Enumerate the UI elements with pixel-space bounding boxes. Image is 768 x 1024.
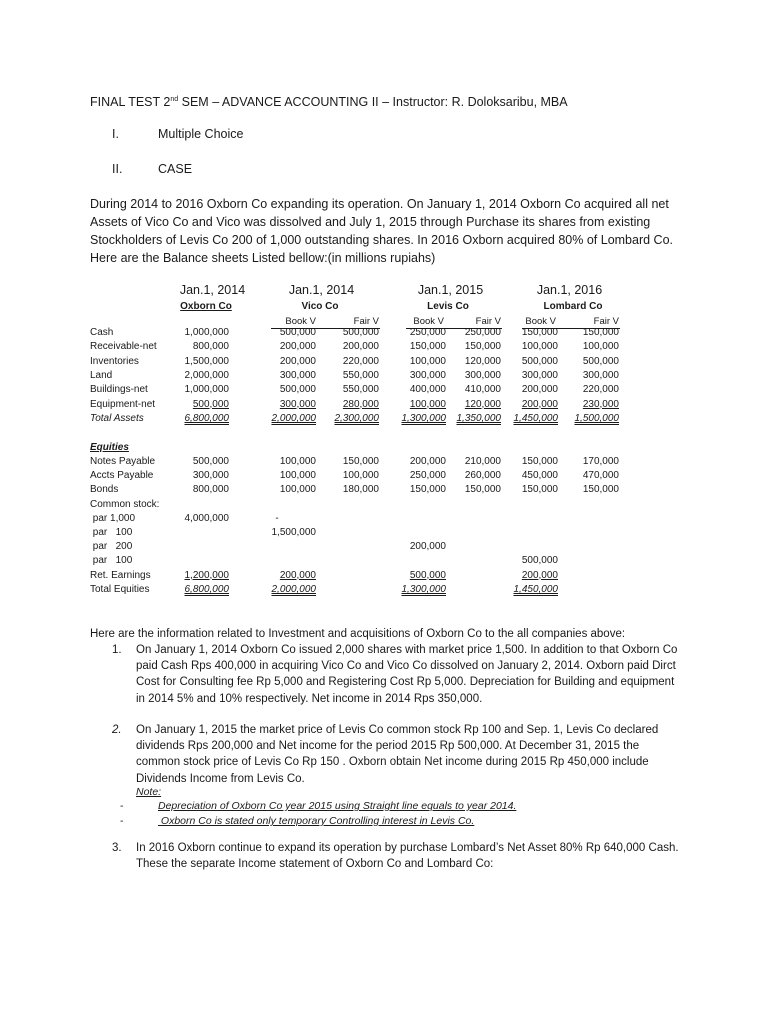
cell-value: 550,000 [342,384,379,396]
cell-value: 180,000 [342,484,379,496]
cell-value: 100,000 [409,355,446,367]
cell-value: 280,000 [342,398,379,410]
cell-value: 6,800,000 [184,412,229,424]
cell-value: 100,000 [582,341,619,353]
cell-value: 200,000 [521,398,558,410]
cell-value: 300,000 [279,369,316,381]
cell-value: 150,000 [582,484,619,496]
cell-value: 500,000 [279,327,316,338]
cell-value: 1,450,000 [513,583,558,595]
cell-value: 200,000 [521,569,558,581]
cell-value: 100,000 [409,398,446,410]
cell-value: 150,000 [464,484,501,496]
cell-value: 300,000 [464,369,501,381]
row-label: Cash [90,327,114,338]
cell-value: 150,000 [464,341,501,353]
item-line: dividends Rps 200,000 and Net income for the period 2015 Rp 500,000. At December 31, 2015 the [136,740,640,753]
row-label: par 100 [90,527,133,538]
row-label: Notes Payable [90,456,156,467]
equities-label: Equities [90,442,129,453]
cell-value: 150,000 [409,484,446,496]
cell-value: 1,000,000 [184,327,229,338]
cell-value: 150,000 [582,327,619,338]
row-label: Accts Payable [90,470,154,482]
cell-value: 500,000 [192,398,229,410]
info-item-2 [136,722,658,787]
cell-value: 150,000 [521,327,558,338]
row-label: Common stock: [90,498,160,510]
cell-value: 250,000 [409,327,446,338]
cell-value: 220,000 [582,384,619,396]
intro-line: Assets of Vico Co and Vico was dissolved and July 1, 2015 through Purchase its shares from existing [90,215,651,229]
cell-value: 210,000 [464,456,501,467]
cell-value: 150,000 [342,456,379,467]
company-header-lombard: Lombard Co [543,301,603,312]
item-number-1: 1. [112,644,122,656]
item-line: common stock price of Levis Co Rp 150 . Oxborn obtain Net income during 2015 Rp 450,000 include [136,756,649,769]
cell-value: 300,000 [582,369,619,381]
item-line: On January 1, 2014 Oxborn Co issued 2,000 shares with market price 1,500. In addition to that Oxborn Co [136,644,678,656]
cell-value: 170,000 [582,456,619,467]
row-label: Ret. Earnings [90,569,151,581]
cell-value: 220,000 [342,355,379,367]
row-label: Total Equities [90,583,150,595]
cell-value: 1,000,000 [184,384,229,396]
cell-value: 2,300,000 [334,412,379,424]
cell-value: 800,000 [192,341,229,353]
cell-value: - [275,512,279,524]
subheader-book-value: Book V [285,316,316,327]
cell-value: 250,000 [464,327,501,338]
section-label-case: CASE [158,162,193,176]
note-label: Note: [136,786,162,798]
cell-value: 1,500,000 [271,527,316,538]
item-line: paid Cash Rps 400,000 in acquiring Vico Co and Vico Co dissolved on January 2, 2014. Oxborn paid Dirct [136,660,676,673]
cell-value: 200,000 [521,384,558,396]
section-number-1: I. [112,127,119,141]
item-number-3: 3. [112,842,122,854]
cell-value: 300,000 [279,398,316,410]
info-heading: Here are the information related to Investment and acquisitions of Oxborn Co to the all companies above: [90,628,626,640]
subheader-book-value: Book V [525,316,556,327]
cell-value: 2,000,000 [271,583,316,595]
cell-value: 500,000 [521,555,558,567]
item-line: On January 1, 2015 the market price of Levis Co common stock Rp 100 and Sep. 1, Levis Co declared [136,724,659,736]
cell-value: 200,000 [409,456,446,467]
cell-value: 300,000 [521,369,558,381]
row-label: Total Assets [90,412,144,424]
intro-line: Here are the Balance sheets Listed bellow:(in millions rupiahs) [90,251,436,265]
subheader-fair-value: Fair V [475,316,501,327]
item-line: Cost for Consulting fee Rp 5,000 and Registering Cost Rp 5,000. Depreciation for Building and equipment [136,676,675,689]
cell-value: 800,000 [192,484,229,496]
company-header-oxborn: Oxborn Co [180,301,232,312]
cell-value: 100,000 [342,470,379,482]
document-title: FINAL TEST 2nd SEM – ADVANCE ACCOUNTING II – Instructor: R. Doloksaribu, MBA [90,95,568,109]
item-line: in 2014 5% and 10% respectively. Net income in 2014 Rps 350,000. [136,692,483,705]
cell-value: 300,000 [192,470,229,482]
row-label: par 100 [90,555,133,567]
cell-value: 300,000 [409,369,446,381]
cell-value: 1,300,000 [401,583,446,595]
row-label: Land [90,369,113,381]
intro-line: During 2014 to 2016 Oxborn Co expanding its operation. On January 1, 2014 Oxborn Co acquired all net [90,197,669,211]
cell-value: 1,500,000 [574,412,619,424]
cell-value: 200,000 [279,341,316,353]
cell-value: 150,000 [521,456,558,467]
cell-value: 500,000 [342,327,379,338]
cell-value: 150,000 [521,484,558,496]
section-number-2: II. [112,162,123,176]
intro-paragraph [90,195,710,267]
row-label: Inventories [90,355,139,367]
cell-value: 500,000 [409,569,446,581]
row-label: Receivable-net [90,341,157,353]
cell-value: 100,000 [279,470,316,482]
bullet-dash: - [120,815,124,827]
cell-value: 100,000 [279,484,316,496]
row-label: Equipment-net [90,398,156,410]
company-header-vico: Vico Co [301,301,339,312]
row-label: par 1,000 [90,512,136,524]
item-line: These the separate Income statement of Oxborn Co and Lombard Co: [136,858,494,871]
info-item-1 [136,642,677,707]
cell-value: 1,200,000 [184,569,229,581]
cell-value: 450,000 [521,470,558,482]
cell-value: 100,000 [279,456,316,467]
cell-value: 400,000 [409,384,446,396]
company-header-levis: Levis Co [427,301,469,312]
cell-value: 500,000 [192,456,229,467]
cell-value: 120,000 [464,355,501,367]
row-label: Buildings-net [90,384,148,396]
cell-value: 260,000 [464,470,501,482]
row-label: Bonds [90,484,119,496]
item-number-2: 2. [112,724,122,736]
cell-value: 2,000,000 [271,412,316,424]
item-line: Dividends Income from Levis Co. [136,772,305,785]
cell-value: 200,000 [279,355,316,367]
cell-value: 1,500,000 [184,355,229,367]
subheader-fair-value: Fair V [353,316,379,327]
cell-value: 2,000,000 [184,369,229,381]
section-label-multiple-choice: Multiple Choice [158,127,244,141]
cell-value: 410,000 [464,384,501,396]
intro-line: Stockholders of Levis Co 200 of 1,000 outstanding shares. In 2016 Oxborn acquired 80% of Lombard Co. [90,233,674,247]
cell-value: 500,000 [582,355,619,367]
cell-value: 1,300,000 [401,412,446,424]
cell-value: 550,000 [342,369,379,381]
cell-value: 6,800,000 [184,583,229,595]
cell-value: 120,000 [464,398,501,410]
cell-value: 100,000 [521,341,558,353]
cell-value: 200,000 [279,569,316,581]
item-line: In 2016 Oxborn continue to expand its operation by purchase Lombard’s Net Asset 80% Rp 640,000 Cash. [136,842,679,854]
cell-value: 250,000 [409,470,446,482]
cell-value: 230,000 [582,398,619,410]
cell-value: 500,000 [279,384,316,396]
subheader-book-value: Book V [413,316,444,327]
cell-value: 150,000 [409,341,446,353]
cell-value: 470,000 [582,470,619,482]
cell-value: 200,000 [342,341,379,353]
date-header-levis: Jan.1, 2015 [417,283,484,297]
date-header-vico: Jan.1, 2014 [288,283,355,297]
cell-value: 4,000,000 [184,512,229,524]
cell-value: 1,350,000 [456,412,501,424]
info-item-3 [136,840,679,872]
cell-value: 500,000 [521,355,558,367]
note-item-1: Depreciation of Oxborn Co year 2015 using Straight line equals to year 2014. [158,800,517,812]
date-header-lombard: Jan.1, 2016 [536,283,603,297]
subheader-fair-value: Fair V [593,316,619,327]
date-header-oxborn: Jan.1, 2014 [179,283,246,297]
note-item-2: Oxborn Co is stated only temporary Controlling interest in Levis Co. [158,815,475,827]
cell-value: 1,450,000 [513,412,558,424]
cell-value: 200,000 [409,541,446,553]
bullet-dash: - [120,800,124,812]
row-label: par 200 [90,541,133,553]
